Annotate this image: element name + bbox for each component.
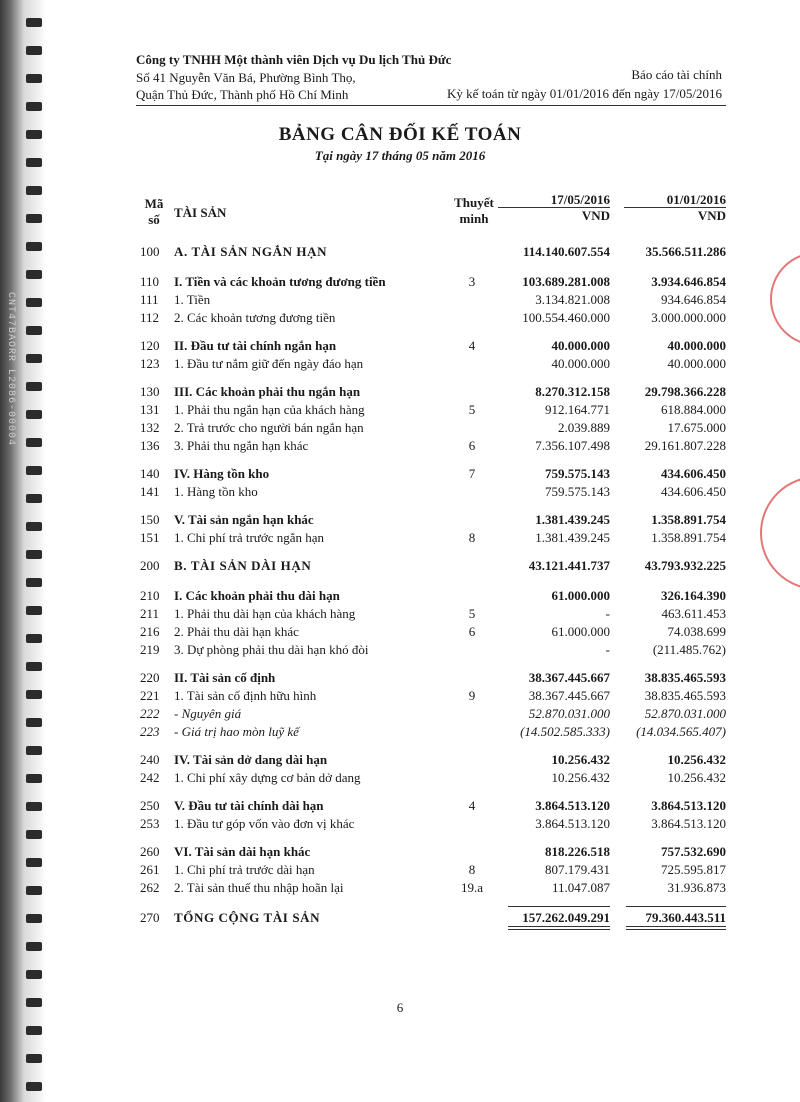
table-row xyxy=(0,530,800,548)
row-value-prior: 3.864.513.120 xyxy=(651,816,726,831)
row-label: A. TÀI SẢN NGẮN HẠN xyxy=(174,244,328,259)
row-value-current: 100.554.460.000 xyxy=(522,310,610,325)
row-label: IV. Tài sản dở dang dài hạn xyxy=(174,752,328,767)
header-divider xyxy=(136,105,726,106)
row-value-current: - xyxy=(605,642,610,657)
row-value-current: 7.356.107.498 xyxy=(535,438,610,453)
row-note: 8 xyxy=(468,530,476,545)
table-row xyxy=(0,642,800,660)
row-value-prior: 757.532.690 xyxy=(661,844,726,859)
row-code: 261 xyxy=(140,862,160,877)
column-header-date2: 01/01/2016 xyxy=(666,192,726,207)
row-label: 1. Hàng tồn kho xyxy=(174,484,258,499)
table-row xyxy=(0,292,800,310)
row-label: 1. Đầu tư nắm giữ đến ngày đáo hạn xyxy=(174,356,364,371)
total-double-rule xyxy=(508,926,610,930)
row-code: 253 xyxy=(140,816,160,831)
row-label: II. Tài sản cố định xyxy=(174,670,276,685)
binding-hole xyxy=(26,46,42,55)
column-header-unit2: VND xyxy=(697,208,726,223)
row-code: 140 xyxy=(140,466,160,481)
row-value-prior: 1.358.891.754 xyxy=(651,512,726,527)
table-row xyxy=(0,724,800,742)
row-value-current: 759.575.143 xyxy=(545,466,610,481)
row-label: III. Các khoản phải thu ngắn hạn xyxy=(174,384,361,399)
row-code: 262 xyxy=(140,880,160,895)
row-code: 150 xyxy=(140,512,160,527)
column-header-unit1: VND xyxy=(581,208,610,223)
row-value-prior: 434.606.450 xyxy=(661,484,726,499)
binding-hole xyxy=(26,578,42,587)
row-note: 5 xyxy=(468,606,476,621)
row-code: 222 xyxy=(140,706,160,721)
row-note: 4 xyxy=(468,798,476,813)
table-row xyxy=(0,706,800,724)
column-header-date1: 17/05/2016 xyxy=(550,192,610,207)
row-value-current: 38.367.445.667 xyxy=(528,688,610,703)
table-row xyxy=(0,862,800,880)
row-code: 110 xyxy=(140,274,160,289)
table-row xyxy=(0,688,800,706)
table-row xyxy=(0,438,800,456)
total-top-rule xyxy=(508,906,610,907)
row-value-current: 912.164.771 xyxy=(545,402,610,417)
row-note: 7 xyxy=(468,466,476,481)
row-code: 220 xyxy=(140,670,160,685)
row-label: 1. Chi phí trả trước ngắn hạn xyxy=(174,530,325,545)
row-note: 9 xyxy=(468,688,476,703)
row-value-prior: 326.164.390 xyxy=(661,588,726,603)
row-label: II. Đầu tư tài chính ngắn hạn xyxy=(174,338,337,353)
row-value-current: 103.689.281.008 xyxy=(522,274,610,289)
row-value-current: - xyxy=(605,606,610,621)
row-value-current: 8.270.312.158 xyxy=(535,384,610,399)
binding-hole xyxy=(26,18,42,27)
row-value-prior: 934.646.854 xyxy=(661,292,726,307)
row-label: 2. Trả trước cho người bán ngắn hạn xyxy=(174,420,364,435)
table-row xyxy=(0,880,800,898)
side-code: CNT47BAORR L2086-00004 xyxy=(5,292,16,447)
row-code: 100 xyxy=(140,244,160,259)
row-value-current: 2.039.889 xyxy=(558,420,610,435)
binding-hole xyxy=(26,1082,42,1091)
table-row xyxy=(0,310,800,328)
column-header-assets: TÀI SẢN xyxy=(174,205,227,220)
report-type: Báo cáo tài chính xyxy=(631,67,722,82)
row-code: 136 xyxy=(140,438,160,453)
row-label: - Giá trị hao mòn luỹ kế xyxy=(174,724,299,739)
total-top-rule xyxy=(626,906,726,907)
column-header-note-line2: minh xyxy=(459,211,489,226)
row-value-prior: 29.161.807.228 xyxy=(644,438,726,453)
company-address-line1: Số 41 Nguyễn Văn Bá, Phường Bình Thọ, xyxy=(136,70,356,85)
row-label: 1. Chi phí xây dựng cơ bản dở dang xyxy=(174,770,361,785)
row-value-current: 40.000.000 xyxy=(551,338,610,353)
binding-hole xyxy=(26,942,42,951)
company-address-line2: Quận Thủ Đức, Thành phố Hồ Chí Minh xyxy=(136,87,349,102)
row-label: IV. Hàng tồn kho xyxy=(174,466,270,481)
row-value-prior: 463.611.453 xyxy=(661,606,726,621)
company-name: Công ty TNHH Một thành viên Dịch vụ Du lịch Thủ Đức xyxy=(136,52,452,67)
binding-hole xyxy=(26,74,42,83)
row-code: 131 xyxy=(140,402,160,417)
row-value-current: 807.179.431 xyxy=(545,862,610,877)
row-value-prior: 3.000.000.000 xyxy=(651,310,726,325)
row-label: 1. Chi phí trả trước dài hạn xyxy=(174,862,315,877)
row-code: 250 xyxy=(140,798,160,813)
row-label: B. TÀI SẢN DÀI HẠN xyxy=(174,558,312,573)
row-code: 111 xyxy=(140,292,159,307)
row-value-current: 1.381.439.245 xyxy=(535,512,610,527)
binding-hole xyxy=(26,186,42,195)
row-label: TỔNG CỘNG TÀI SẢN xyxy=(174,910,321,925)
row-label: I. Các khoản phải thu dài hạn xyxy=(174,588,340,603)
row-code: 200 xyxy=(140,558,160,573)
row-label: 2. Các khoản tương đương tiền xyxy=(174,310,336,325)
row-label: 1. Phải thu ngắn hạn của khách hàng xyxy=(174,402,365,417)
row-value-current: 3.134.821.008 xyxy=(535,292,610,307)
row-value-prior: 434.606.450 xyxy=(661,466,726,481)
row-value-prior: 3.864.513.120 xyxy=(651,798,726,813)
row-value-prior: 3.934.646.854 xyxy=(651,274,726,289)
row-value-current: 3.864.513.120 xyxy=(535,798,610,813)
column-header-code xyxy=(144,196,164,228)
row-code: 112 xyxy=(140,310,160,325)
column-header-note xyxy=(444,195,504,227)
row-code: 132 xyxy=(140,420,160,435)
row-label: - Nguyên giá xyxy=(174,706,242,721)
total-double-rule xyxy=(626,926,726,930)
row-code: 223 xyxy=(140,724,160,739)
row-code: 270 xyxy=(140,910,160,925)
table-row xyxy=(0,770,800,788)
row-code: 130 xyxy=(140,384,160,399)
row-value-prior: 29.798.366.228 xyxy=(644,384,726,399)
table-row xyxy=(0,798,800,816)
table-row xyxy=(0,588,800,606)
column-header-rule xyxy=(624,207,726,208)
row-label: I. Tiền và các khoản tương đương tiền xyxy=(174,274,386,289)
row-value-current: 11.047.087 xyxy=(551,880,610,895)
row-value-current: 61.000.000 xyxy=(551,588,610,603)
binding-hole xyxy=(26,970,42,979)
table-row xyxy=(0,670,800,688)
column-header-code-line1: Mã xyxy=(144,196,164,211)
row-value-prior: 79.360.443.511 xyxy=(645,910,726,925)
page-title: BẢNG CÂN ĐỐI KẾ TOÁN xyxy=(278,124,522,145)
row-value-prior: 40.000.000 xyxy=(667,356,726,371)
binding-hole xyxy=(26,214,42,223)
row-label: V. Đầu tư tài chính dài hạn xyxy=(174,798,324,813)
row-value-prior: 52.870.031.000 xyxy=(644,706,726,721)
row-value-current: 114.140.607.554 xyxy=(522,244,610,259)
table-row xyxy=(0,274,800,292)
row-value-current: 157.262.049.291 xyxy=(522,910,610,925)
row-label: 3. Dự phòng phải thu dài hạn khó đòi xyxy=(174,642,369,657)
row-value-current: 759.575.143 xyxy=(545,484,610,499)
table-row xyxy=(0,466,800,484)
row-code: 240 xyxy=(140,752,160,767)
table-row xyxy=(0,606,800,624)
table-row xyxy=(0,244,800,262)
row-note: 8 xyxy=(468,862,476,877)
table-row xyxy=(0,338,800,356)
report-period: Kỳ kế toán từ ngày 01/01/2016 đến ngày 17/05/2016 xyxy=(447,86,722,101)
row-label: 1. Tài sản cố định hữu hình xyxy=(174,688,317,703)
row-label: 2. Tài sản thuế thu nhập hoãn lại xyxy=(174,880,344,895)
row-value-prior: 618.884.000 xyxy=(661,402,726,417)
table-row xyxy=(0,512,800,530)
row-value-prior: 35.566.511.286 xyxy=(645,244,726,259)
row-label: 3. Phải thu ngắn hạn khác xyxy=(174,438,309,453)
row-value-prior: 1.358.891.754 xyxy=(651,530,726,545)
row-value-current: (14.502.585.333) xyxy=(520,724,610,739)
row-code: 242 xyxy=(140,770,160,785)
column-header-note-line1: Thuyết xyxy=(454,195,494,210)
page-number: 6 xyxy=(396,1000,404,1015)
table-row xyxy=(0,844,800,862)
row-value-current: 40.000.000 xyxy=(551,356,610,371)
row-value-prior: 17.675.000 xyxy=(667,420,726,435)
row-value-prior: 40.000.000 xyxy=(667,338,726,353)
row-value-prior: 38.835.465.593 xyxy=(644,688,726,703)
row-label: 2. Phải thu dài hạn khác xyxy=(174,624,299,639)
row-note: 4 xyxy=(468,338,476,353)
row-code: 123 xyxy=(140,356,160,371)
binding-hole xyxy=(26,1026,42,1035)
page-subtitle: Tại ngày 17 tháng 05 năm 2016 xyxy=(314,148,486,163)
row-label: 1. Tiền xyxy=(174,292,211,307)
row-code: 211 xyxy=(140,606,160,621)
row-note: 5 xyxy=(468,402,476,417)
table-row xyxy=(0,402,800,420)
table-row xyxy=(0,624,800,642)
row-value-prior: 10.256.432 xyxy=(667,770,726,785)
row-value-current: 3.864.513.120 xyxy=(535,816,610,831)
row-code: 260 xyxy=(140,844,160,859)
row-label: 1. Phải thu dài hạn của khách hàng xyxy=(174,606,356,621)
row-value-current: 43.121.441.737 xyxy=(528,558,610,573)
table-row xyxy=(0,384,800,402)
row-code: 219 xyxy=(140,642,160,657)
row-label: VI. Tài sản dài hạn khác xyxy=(174,844,311,859)
row-code: 120 xyxy=(140,338,160,353)
row-note: 6 xyxy=(468,438,476,453)
row-value-prior: (14.034.565.407) xyxy=(636,724,726,739)
row-code: 221 xyxy=(140,688,160,703)
row-value-current: 10.256.432 xyxy=(551,770,610,785)
table-row xyxy=(0,816,800,834)
table-row xyxy=(0,558,800,576)
row-note: 3 xyxy=(468,274,476,289)
row-value-prior: 43.793.932.225 xyxy=(644,558,726,573)
row-value-prior: (211.485.762) xyxy=(652,642,726,657)
row-value-prior: 74.038.699 xyxy=(667,624,726,639)
column-header-code-line2: số xyxy=(148,212,160,227)
row-value-prior: 31.936.873 xyxy=(667,880,726,895)
row-value-prior: 38.835.465.593 xyxy=(644,670,726,685)
column-header-rule xyxy=(498,207,610,208)
row-label: 1. Đầu tư góp vốn vào đơn vị khác xyxy=(174,816,355,831)
row-code: 210 xyxy=(140,588,160,603)
row-value-current: 1.381.439.245 xyxy=(535,530,610,545)
row-code: 141 xyxy=(140,484,160,499)
table-row xyxy=(0,356,800,374)
row-value-prior: 725.595.817 xyxy=(661,862,726,877)
row-value-current: 38.367.445.667 xyxy=(528,670,610,685)
row-label: V. Tài sản ngắn hạn khác xyxy=(174,512,314,527)
row-value-current: 61.000.000 xyxy=(551,624,610,639)
row-code: 216 xyxy=(140,624,160,639)
table-row xyxy=(0,752,800,770)
table-row xyxy=(0,420,800,438)
binding-hole xyxy=(26,1054,42,1063)
row-value-current: 818.226.518 xyxy=(545,844,610,859)
row-value-current: 10.256.432 xyxy=(551,752,610,767)
row-code: 151 xyxy=(140,530,160,545)
row-value-prior: 10.256.432 xyxy=(667,752,726,767)
table-row xyxy=(0,484,800,502)
row-note: 6 xyxy=(468,624,476,639)
row-note: 19.a xyxy=(460,880,484,895)
binding-hole xyxy=(26,102,42,111)
row-value-current: 52.870.031.000 xyxy=(528,706,610,721)
